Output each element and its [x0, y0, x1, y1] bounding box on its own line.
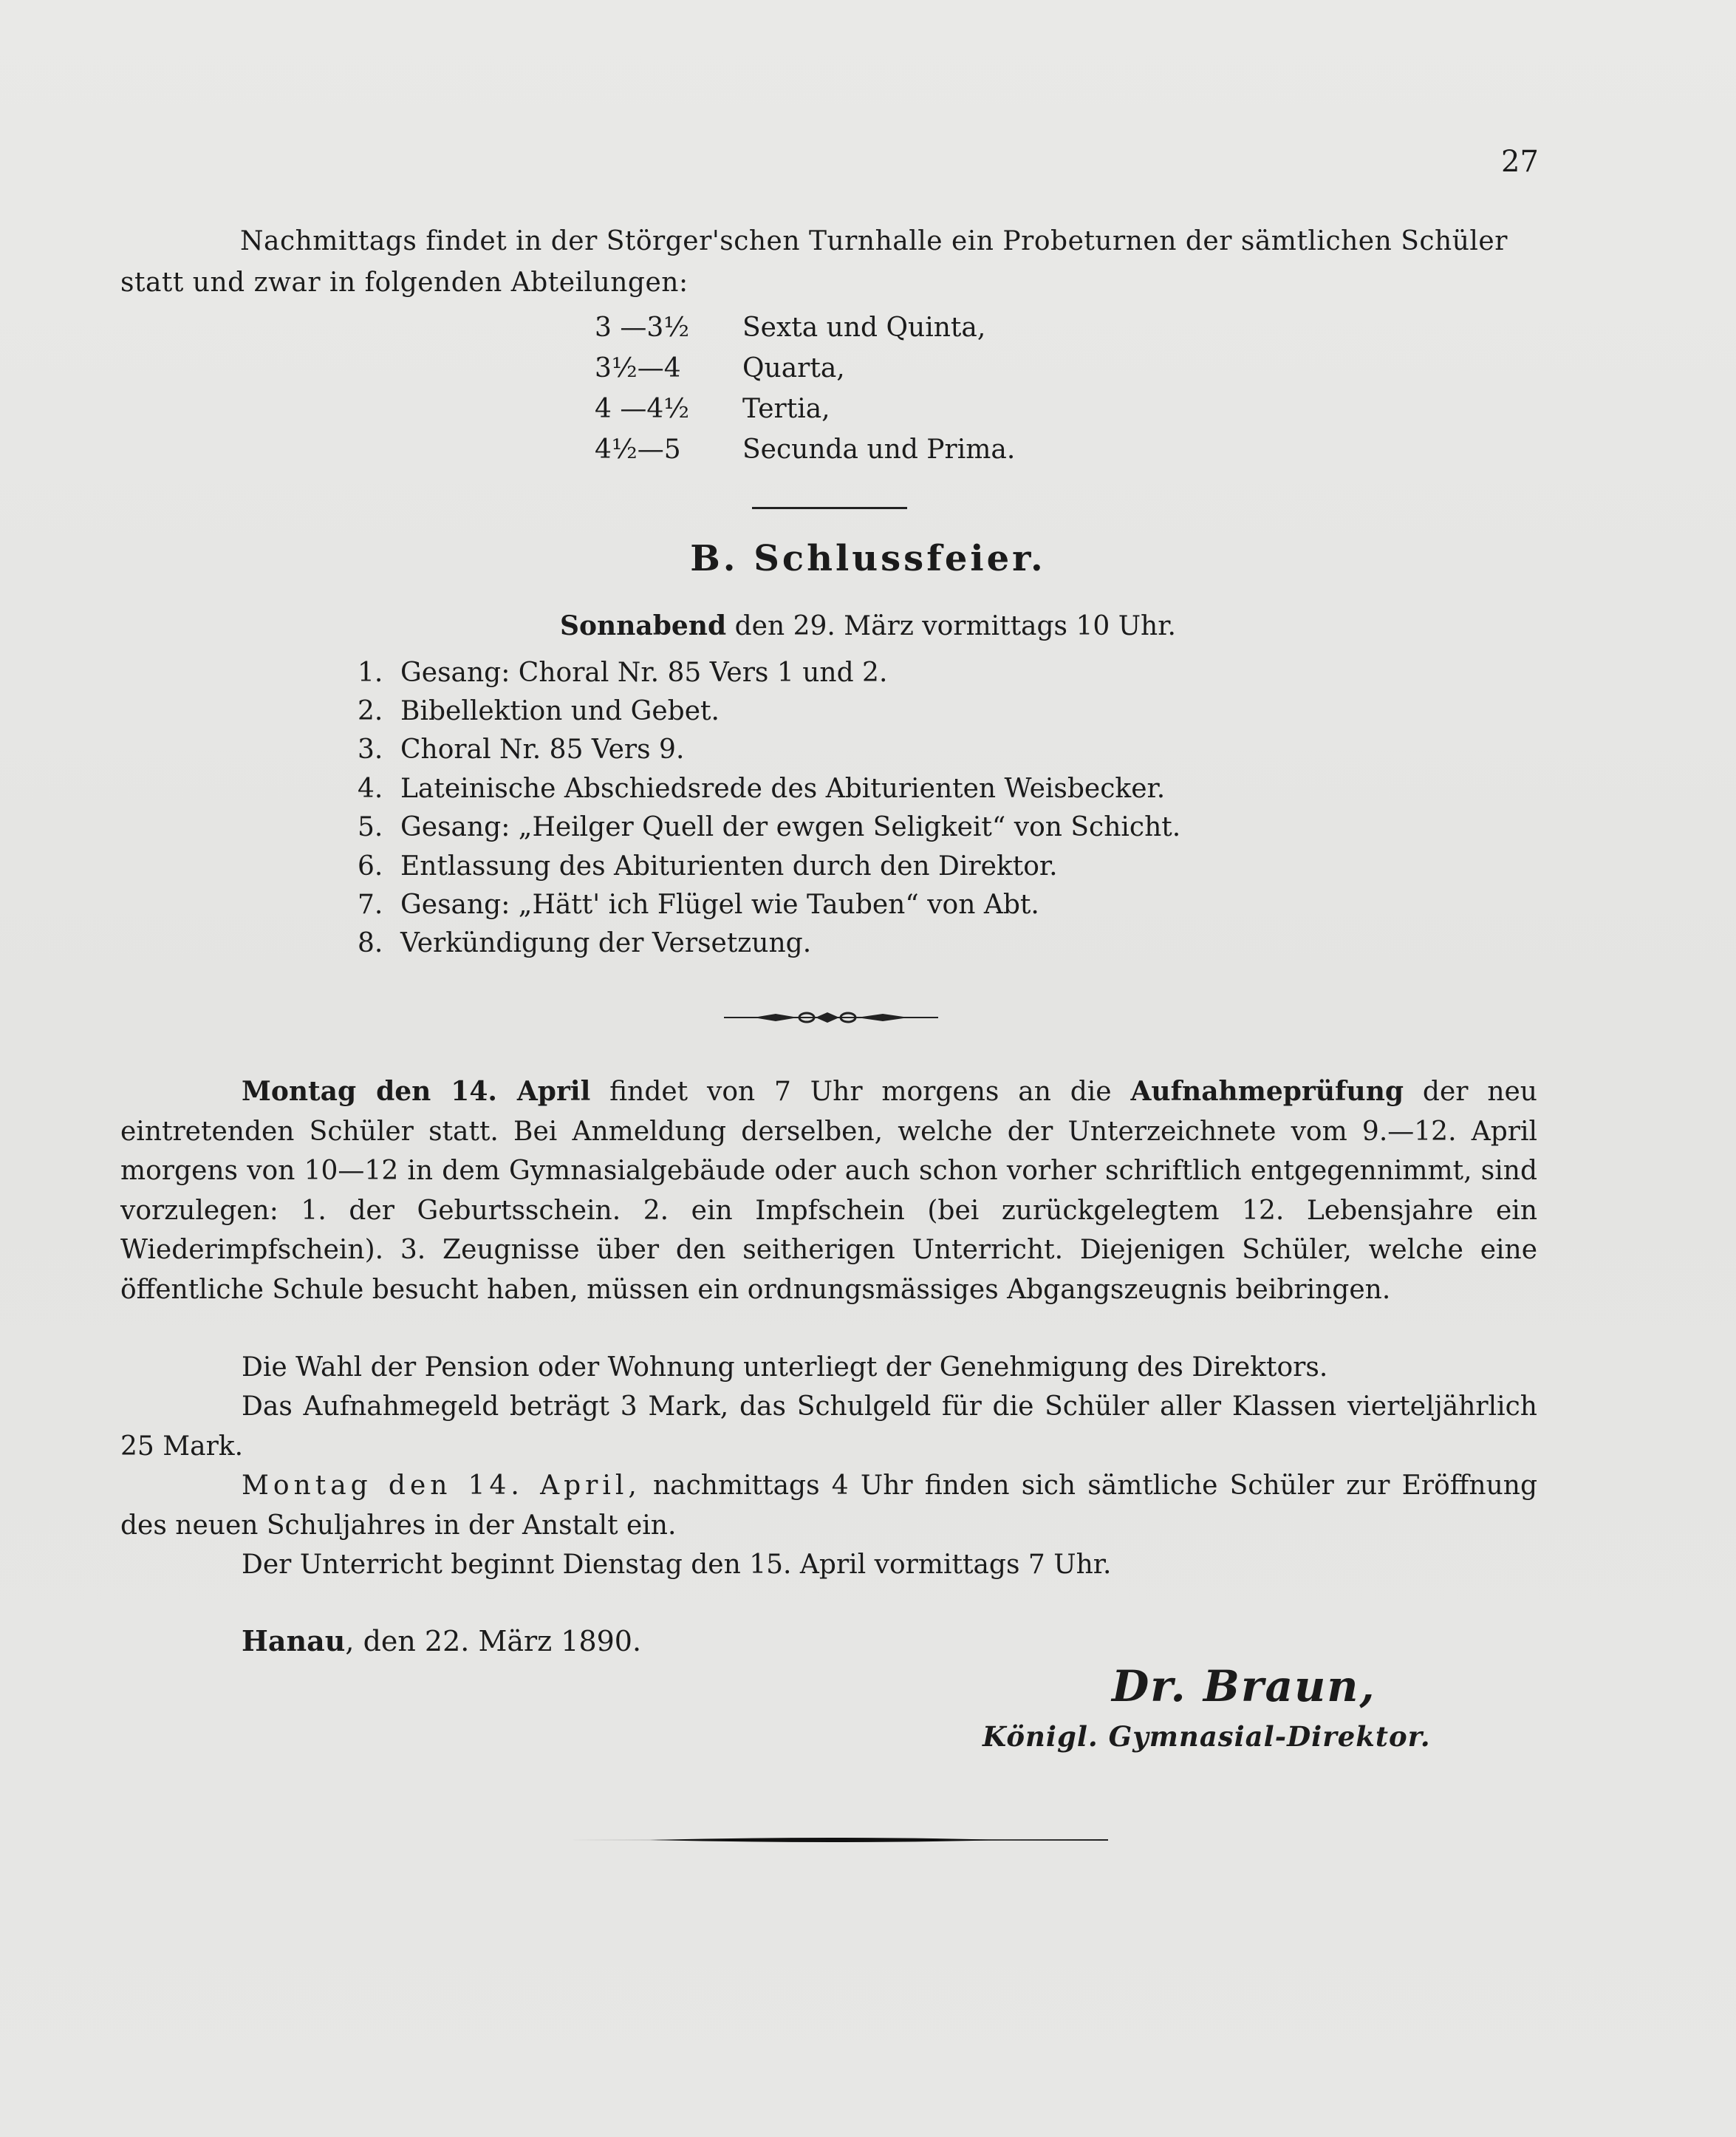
signature-place-date	[242, 1624, 641, 1657]
program-item	[358, 653, 1180, 692]
ceremony-program	[358, 653, 1180, 963]
page-number: 27	[1501, 145, 1539, 179]
program-number: 1.	[358, 657, 383, 688]
admission-paragraph	[120, 1072, 1537, 1309]
closing-rule	[561, 1835, 1108, 1845]
ceremony-date	[0, 610, 1736, 641]
program-item	[358, 885, 1180, 924]
schedule-time: 3 —3½	[595, 313, 690, 343]
section-heading: B. Schlussfeier.	[690, 538, 1046, 579]
program-item	[358, 731, 1180, 769]
signature-place: Hanau	[242, 1624, 346, 1657]
fees-paragraph: Das Aufnahmegeld beträgt 3 Mark, das Schulgeld für die Schüler aller Klassen vierteljährlich 25 Mark.	[120, 1391, 1537, 1462]
schedule-time: 4½—5	[595, 434, 681, 465]
schedule-row	[595, 307, 1186, 348]
program-text: Verkündigung der Versetzung.	[400, 928, 812, 959]
admission-text-a: findet von 7 Uhr morgens an die	[590, 1077, 1131, 1107]
program-item	[358, 769, 1180, 808]
program-text: Bibellektion und Gebet.	[400, 696, 720, 727]
program-number: 3.	[358, 735, 383, 766]
program-item	[358, 692, 1180, 730]
program-text: Gesang: Choral Nr. 85 Vers 1 und 2.	[400, 657, 888, 688]
program-item	[358, 924, 1180, 963]
program-number: 2.	[358, 696, 383, 727]
program-item	[358, 847, 1180, 885]
program-number: 8.	[358, 928, 383, 959]
intro-line-1: Nachmittags findet in der Störger'schen Turnhalle ein Probeturnen der sämtlichen Schüler	[240, 226, 1508, 256]
intro-line-2: statt und zwar in folgenden Abteilungen:	[120, 267, 688, 298]
admission-date: Montag den 14. April	[242, 1076, 591, 1107]
opening-paragraph	[120, 1466, 1537, 1545]
program-item	[358, 808, 1180, 847]
admission-text-b: der neu eintretenden Schüler statt. Bei Anmeldung derselben, welche der Unterzeichnete vom 9.—12. April morgens von 10—12 in dem Gymnasialgebäude oder auch schon vorher schriftlich entgegennimmt, sind vorzulegen: 1. der Geburtsschein. 2. ein Impfschein (bei zurückgelegtem 12. Lebensjahre ein Wiederimpfschein). 3. Zeugnisse über den seitherigen Unterricht. Diejenigen Schüler, welche eine öffentliche Schule besucht haben, müssen ein ordnungsmässiges Abgangszeugnis beibringen.	[120, 1077, 1537, 1305]
schedule-time: 3½—4	[595, 353, 681, 384]
schedule-classes: Secunda und Prima.	[742, 434, 1016, 465]
signature-title: Königl. Gymnasial-Direktor.	[983, 1720, 1431, 1753]
program-text: Gesang: „Heilger Quell der ewgen Seligkeit“ von Schicht.	[400, 812, 1181, 843]
program-number: 5.	[358, 812, 383, 843]
ornament-divider	[724, 1006, 938, 1029]
schedule-classes: Quarta,	[742, 353, 845, 384]
schedule-classes: Sexta und Quinta,	[742, 313, 986, 343]
signature-name: Dr. Braun,	[1112, 1661, 1376, 1711]
program-text: Gesang: „Hätt' ich Flügel wie Tauben“ von Abt.	[400, 890, 1039, 921]
program-number: 6.	[358, 851, 383, 882]
schedule-row	[595, 348, 1186, 389]
opening-text: nachmittags 4 Uhr finden sich sämtliche Schüler zur Eröffnung des neuen Schuljahres in der Anstalt ein.	[120, 1470, 1537, 1541]
schedule-time: 4 —4½	[595, 394, 690, 424]
ceremony-when: den 29. März vormittags 10 Uhr.	[734, 611, 1176, 641]
section-divider	[752, 507, 907, 509]
pension-paragraph: Die Wahl der Pension oder Wohnung unterliegt der Genehmigung des Direktors.	[242, 1352, 1328, 1383]
program-number: 7.	[358, 890, 383, 921]
lessons-start-paragraph: Der Unterricht beginnt Dienstag den 15. April vormittags 7 Uhr.	[242, 1550, 1112, 1580]
schedule-classes: Tertia,	[742, 394, 830, 424]
opening-date: Montag den 14. April,	[242, 1470, 641, 1501]
schedule-row	[595, 429, 1186, 470]
admission-exam: Aufnahmeprüfung	[1130, 1076, 1404, 1107]
program-text: Choral Nr. 85 Vers 9.	[400, 735, 685, 766]
ceremony-day: Sonnabend	[560, 610, 727, 641]
signature-date: , den 22. März 1890.	[345, 1625, 642, 1657]
program-number: 4.	[358, 773, 383, 804]
program-text: Entlassung des Abiturienten durch den Direktor.	[400, 851, 1058, 882]
program-text: Lateinische Abschiedsrede des Abiturienten Weisbecker.	[400, 773, 1166, 804]
schedule-row	[595, 389, 1186, 429]
gymnastics-schedule	[595, 307, 1186, 470]
